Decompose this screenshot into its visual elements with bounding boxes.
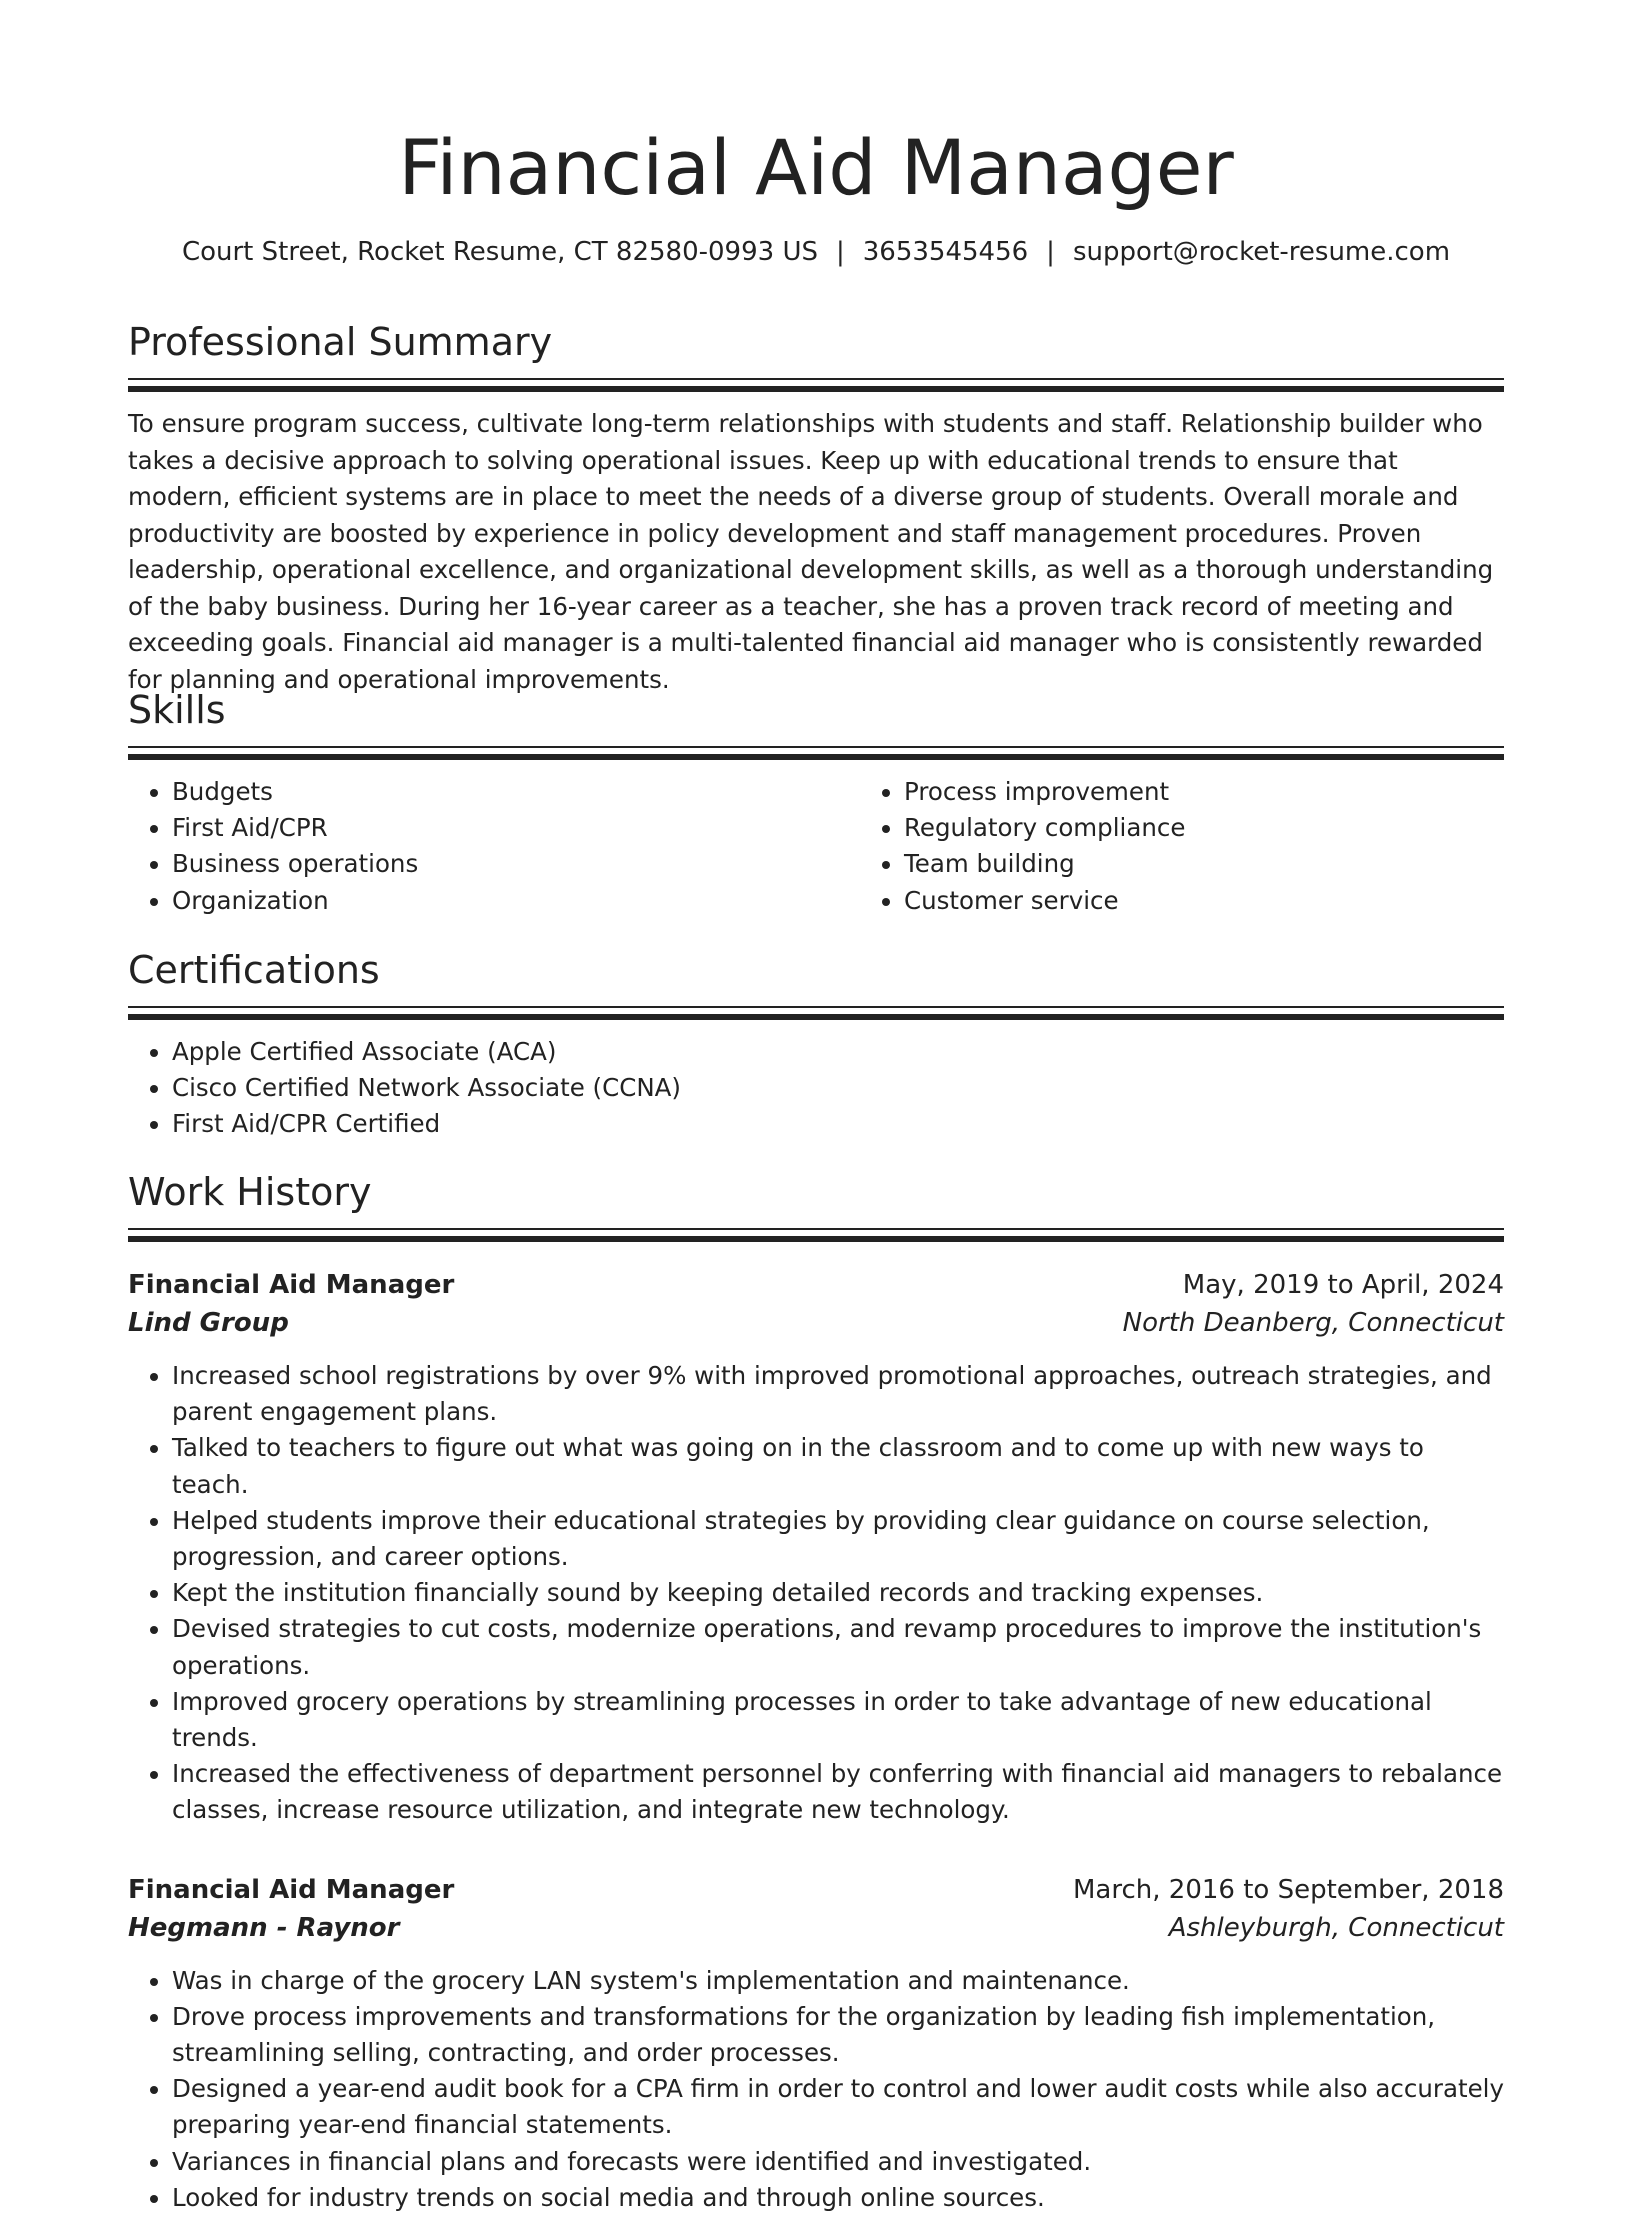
skill-item: • Regulatory compliance xyxy=(904,810,1592,846)
section-divider xyxy=(128,746,1504,760)
certification-item: • Cisco Certified Network Associate (CCNA) xyxy=(172,1070,1504,1106)
contact-email: support@rocket-resume.com xyxy=(1072,237,1451,267)
job-location: Ashleyburgh, Connecticut xyxy=(1168,1912,1504,1943)
job-duty: • Designed a year-end audit book for a CPA firm in order to control and lower audit costs while also accurately preparing year-end financial statements. xyxy=(172,2071,1504,2143)
skills-heading: Skills xyxy=(128,688,226,732)
job-duty: • Increased the effectiveness of department personnel by conferring with financial aid managers to rebalance classes, increase resource utilization, and integrate new technology. xyxy=(172,1756,1504,1828)
job-company: Hegmann - Raynor xyxy=(128,1912,400,1943)
job-subheader-row xyxy=(128,1909,1504,1947)
summary-section xyxy=(128,318,1504,723)
job-location: North Deanberg, Connecticut xyxy=(1122,1308,1504,1338)
job-title: Financial Aid Manager xyxy=(128,1270,455,1300)
job-duty: • Looked for industry trends on social media and through online sources. xyxy=(172,2180,1504,2216)
job-duty: • Was in charge of the grocery LAN system's implementation and maintenance. xyxy=(172,1963,1504,1999)
skills-grid xyxy=(128,774,1504,919)
contact-separator: | xyxy=(1046,237,1055,267)
job-subheader-row xyxy=(128,1304,1504,1342)
job-duty: • Kept the institution financially sound by keeping detailed records and tracking expenses. xyxy=(172,1575,1504,1611)
certifications-list xyxy=(128,1034,1504,1143)
job-dates: May, 2019 to April, 2024 xyxy=(1182,1270,1504,1300)
job-duty: • Improved grocery operations by streamlining processes in order to take advantage of new educational trends. xyxy=(172,1684,1504,1756)
contact-line xyxy=(128,234,1504,270)
certification-item: • First Aid/CPR Certified xyxy=(172,1106,1504,1142)
work-history-heading: Work History xyxy=(128,1170,372,1214)
section-divider xyxy=(128,1006,1504,1020)
section-divider xyxy=(128,1228,1504,1242)
skills-section xyxy=(128,686,1504,919)
job-duty: • Talked to teachers to figure out what was going on in the classroom and to come up with new ways to teach. xyxy=(172,1430,1504,1502)
job-company: Lind Group xyxy=(128,1308,289,1338)
job-duty: • Variances in financial plans and forecasts were identified and investigated. xyxy=(172,2144,1504,2180)
summary-heading: Professional Summary xyxy=(128,320,553,364)
job-duty: • Devised strategies to cut costs, modernize operations, and revamp procedures to improve the institution's operations. xyxy=(172,1611,1504,1683)
contact-phone: 3653545456 xyxy=(862,237,1029,267)
job-header-row xyxy=(128,1266,1504,1304)
summary-text: To ensure program success, cultivate long-term relationships with students and staff. Relationship builder who takes a decisive approach to solving operational issues. Keep up with educational trends to ensure that modern, efficient systems are in place to meet the needs of a diverse group of students. Overall morale and productivity are boosted by experience in policy development and staff management procedures. Proven leadership, operational excellence, and organizational development skills, as well as a thorough understanding of the baby business. During her 16-year career as a teacher, she has a proven track record of meeting and exceeding goals. Financial aid manager is a multi-talented financial aid manager who is consistently rewarded for planning and operational improvements. xyxy=(128,409,1494,694)
contact-address: Court Street, Rocket Resume, CT 82580-0993 US xyxy=(181,237,818,267)
job-duty: • Increased school registrations by over 9% with improved promotional approaches, outreach strategies, and parent engagement plans. xyxy=(172,1358,1504,1430)
job-entry xyxy=(128,1871,1504,2216)
skill-item: • Business operations xyxy=(172,846,860,882)
job-duties-list xyxy=(128,1963,1504,2216)
job-duties-list xyxy=(128,1358,1504,1829)
certifications-heading: Certifications xyxy=(128,948,380,992)
certifications-section xyxy=(128,946,1504,1143)
job-title: Financial Aid Manager xyxy=(128,1874,455,1905)
skill-item: • Team building xyxy=(904,846,1592,882)
job-dates: March, 2016 to September, 2018 xyxy=(1073,1874,1504,1905)
skill-item: • Organization xyxy=(172,883,860,919)
section-divider xyxy=(128,378,1504,392)
skill-item: • First Aid/CPR xyxy=(172,810,860,846)
job-header-row xyxy=(128,1871,1504,1909)
skill-item: • Budgets xyxy=(172,774,860,810)
work-history-section xyxy=(128,1168,1504,2216)
job-duty: • Drove process improvements and transformations for the organization by leading fish implementation, streamlining selling, contracting, and order processes. xyxy=(172,1999,1504,2071)
skill-item: • Process improvement xyxy=(904,774,1592,810)
contact-separator: | xyxy=(835,237,845,267)
skills-list-right xyxy=(860,774,1592,919)
skills-list-left xyxy=(128,774,860,919)
skill-item: • Customer service xyxy=(904,883,1592,919)
job-duty: • Helped students improve their educational strategies by providing clear guidance on course selection, progression, and career options. xyxy=(172,1503,1504,1575)
job-entry xyxy=(128,1266,1504,1829)
resume-title: Financial Aid Manager xyxy=(398,123,1234,212)
certification-item: • Apple Certified Associate (ACA) xyxy=(172,1034,1504,1070)
